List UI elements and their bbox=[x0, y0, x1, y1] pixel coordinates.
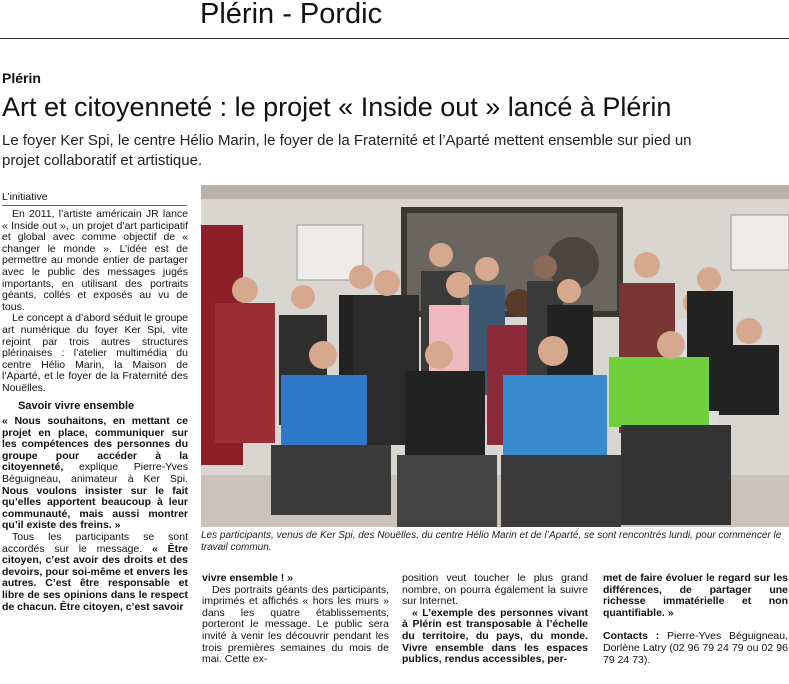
article-headline: Art et citoyenneté : le projet « Inside out » lancé à Plérin bbox=[2, 92, 672, 122]
paragraph-2: Le concept a d’abord séduit le groupe art numérique du foyer Ker Spi, vite rejoint par trois autres structures plérinaises : l’atelier multimédia du centre Hélio Marin, la Maison de l’Aparté, et le foyer de la Fraternité des Nouëlles. bbox=[2, 312, 188, 394]
quote-attribution: explique Pierre-Yves Béguigneau, animateur à Ker Spi. bbox=[2, 461, 188, 486]
photo-caption: Les participants, venus de Ker Spi, des Nouëlles, du centre Hélio Marin et de l’Aparté, se sont rencontrés lundi, pour commencer le travail commun. bbox=[201, 530, 782, 553]
paragraph-1: En 2011, l’artiste américain JR lance « Inside out », un projet d’art participatif et global avec comme objectif de « changer le monde ». L’idée est de permettre au monde entier de partager avec le public des messages jugés importants, en utilisant des portraits géants, collés et exposés au vu de tous. bbox=[2, 208, 188, 313]
contacts-text: Pierre-Yves Béguigneau, Dorlène Latry (02 96 79 24 79 ou 02 96 79 24 73). bbox=[603, 630, 788, 666]
article-standfirst: Le foyer Ker Spi, le centre Hélio Marin, le foyer de la Fraternité et l’Aparté mettent ensemble sur pied un projet collaboratif et artistique. bbox=[2, 132, 692, 169]
text-column-2 bbox=[202, 573, 389, 666]
col2-quote-end: vivre ensemble ! » bbox=[202, 572, 294, 584]
quote-bold-1: « Nous souhaitons, en mettant ce projet en place, communiquer sur les compétences des personnes du groupe pour accéder à la citoyenneté, bbox=[2, 415, 188, 474]
paragraph-3 bbox=[2, 416, 188, 532]
subheading: Savoir vivre ensemble bbox=[18, 399, 135, 412]
paragraph-4-quote: « Être citoyen, c’est avoir des droits et des devoirs, pour soi-même et envers les autres. C’est être responsable et libre de ses opinions dans le respect de chacun. Être citoyen, c’est savoir bbox=[2, 542, 189, 613]
text-column-4 bbox=[603, 573, 788, 666]
article-photo bbox=[201, 185, 789, 527]
paragraph-4-text: Tous les participants se sont accordés sur le message. bbox=[2, 531, 188, 555]
section-label: Plérin bbox=[2, 70, 41, 86]
text-column-1 bbox=[2, 209, 188, 613]
col3-quote: « L’exemple des personnes vivant à Plérin est transposable à l’échelle du territoire, du pays, du monde. Vivre ensemble dans les espaces publics, rendus accessibles, per- bbox=[402, 606, 588, 666]
col2-paragraph: Des portraits géants des participants, imprimés et affichés « hors les murs » dans les quatre établissements, porteront le message. Le public sera invité à venir les découvrir pendant les trois premières semaines du mois de mai. Cette ex- bbox=[202, 583, 389, 666]
group-photo-illustration bbox=[201, 185, 789, 527]
quote-bold-2: Nous voulons insister sur le fait qu’elles apportent beaucoup à leur communauté, mais aussi montrer qu’il existe des freins. » bbox=[2, 484, 188, 532]
page-header-title: Plérin - Pordic bbox=[200, 0, 383, 30]
text-column-3 bbox=[402, 573, 588, 666]
article-kicker: L’initiative bbox=[2, 191, 187, 206]
col4-quote: met de faire évoluer le regard sur les différences, de partager une richesse immatérielle et non quantifiable. » bbox=[603, 572, 788, 619]
paragraph-4 bbox=[2, 532, 188, 613]
contacts bbox=[603, 631, 788, 666]
contacts-label: Contacts : bbox=[603, 630, 660, 643]
col3-paragraph: position veut toucher le plus grand nombre, on pourra également la suivre sur Internet. bbox=[402, 572, 588, 608]
header-rule bbox=[0, 38, 789, 39]
